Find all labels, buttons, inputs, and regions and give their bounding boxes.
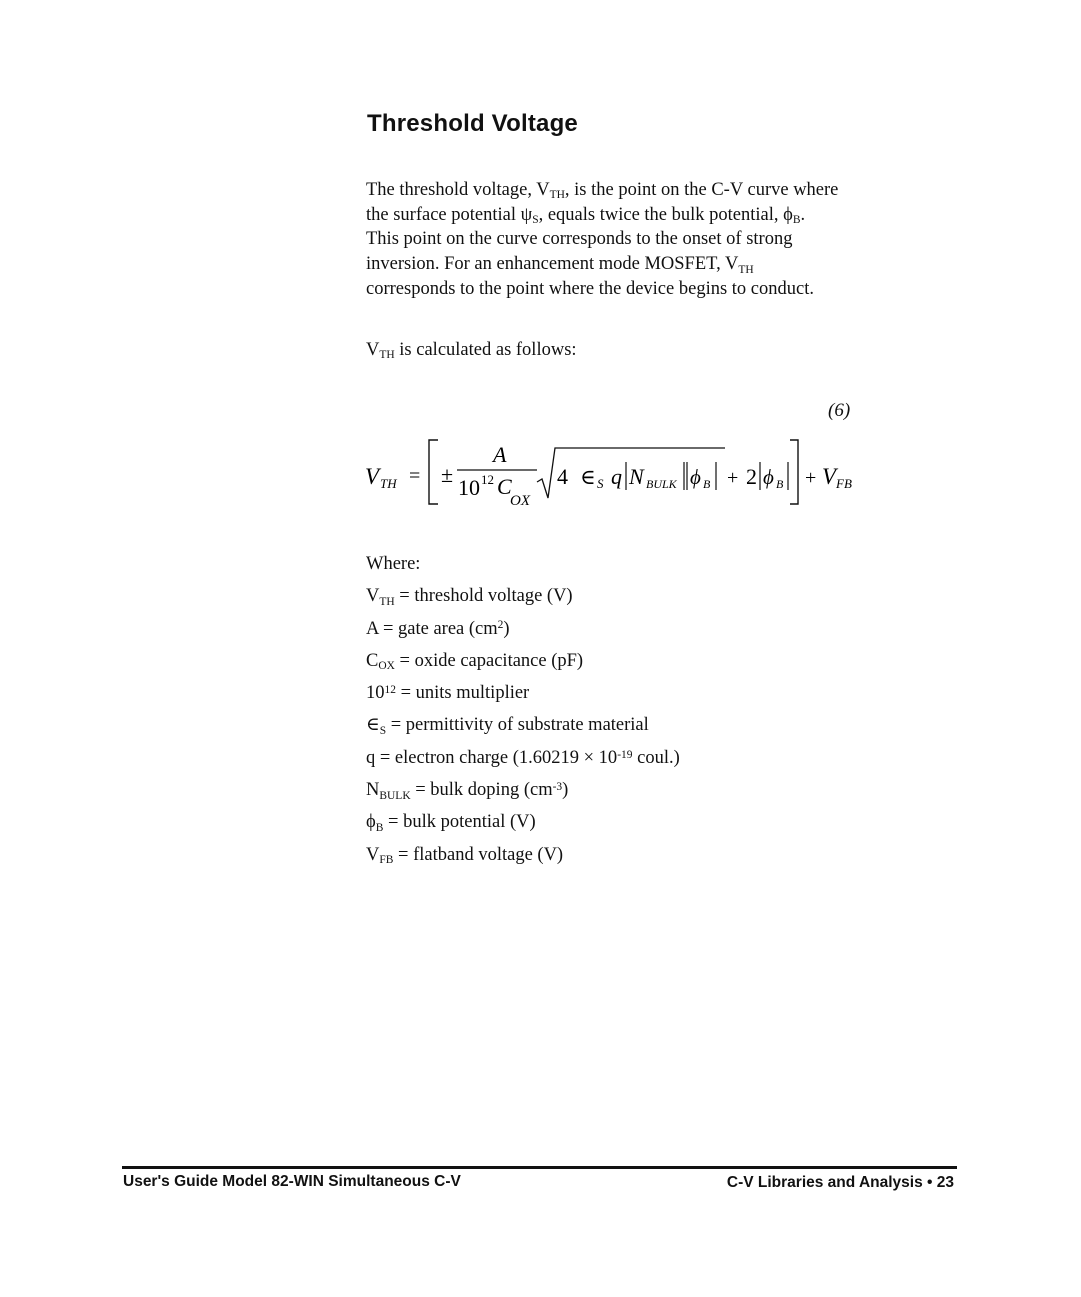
formula-vfb: V [822,464,837,489]
right-bracket [790,440,798,504]
formula-four: 4 [557,464,568,489]
formula-ten-exp: 12 [481,472,494,487]
left-bracket [429,440,438,504]
definition-item: $C_{OX}$ = oxide capacitance (pF) [366,650,584,673]
paragraph-line: The threshold voltage, $V_{TH}$, is the point on the C-V curve where [366,180,839,202]
formula-n: N [629,464,644,489]
formula-plus-minus: ± [441,462,454,487]
definition-item: $N_{BULK}$ = bulk doping $(cm^{-3})$ [366,780,569,802]
definition-item: $\phi_B$ = bulk potential (V) [366,812,536,834]
formula-two: 2 [746,464,757,489]
footer-guide-title: User's Guide Model 82-WIN Simultaneous C-V [123,1173,461,1190]
definition-item: $V_{FB}$ = flatband voltage (V) [366,844,564,867]
formula-epsilon-sub: S [597,476,604,491]
definition-item: $\in_S$ = permittivity of substrate material [366,715,649,737]
formula-phi-sub: B [703,477,711,491]
formula-equals: = [409,465,421,487]
definition-item: $10^{12}$ = units multiplier [366,683,530,704]
formula-plus: + [727,467,739,489]
formula-vth-sub: TH [380,476,397,491]
formula-vfb-sub: FB [836,476,852,491]
paragraph-line: This point on the curve corresponds to the onset of strong [366,229,793,250]
calculation-intro: $V_{TH}$ is calculated as follows: [366,340,577,362]
paragraph-line: inversion. For an enhancement mode MOSFET, $V_{TH}$ [366,254,754,276]
definition-item: $V_{TH}$ = threshold voltage (V) [366,586,573,608]
formula-ten: 10 [458,475,480,500]
definition-item: q = electron charge ($1.60219 \times 10^{-19}$ coul.) [366,747,680,768]
intro-paragraph [366,178,906,302]
formula-phi: ϕ [690,465,701,489]
formula-q: q [611,464,622,489]
where-label: Where: [366,554,421,574]
definition-item: A = gate area $(cm^2)$ [366,618,510,639]
threshold-voltage-formula [365,432,865,512]
formula-vth: V [365,464,380,489]
paragraph-line: the surface potential $\psi_S$, equals twice the bulk potential, $\phi_B$. [366,204,806,227]
section-heading: Threshold Voltage [367,110,578,137]
footer-section-page: C-V Libraries and Analysis • 23 [726,1174,954,1191]
equation-number: (6) [828,400,851,421]
formula-cox-sub: OX [510,493,530,509]
formula-phi-sub: B [776,477,784,491]
paragraph-line: corresponds to the point where the device begins to conduct. [366,278,814,299]
formula-n-sub: BULK [646,477,677,491]
formula-cox: C [497,474,512,499]
definitions-list [366,548,680,871]
formula-phi: ϕ [763,465,774,489]
formula-plus-vfb: + [805,467,817,489]
formula-numerator: A [493,442,507,467]
footer-divider [122,1166,957,1169]
formula-epsilon: ∈ [580,465,596,489]
